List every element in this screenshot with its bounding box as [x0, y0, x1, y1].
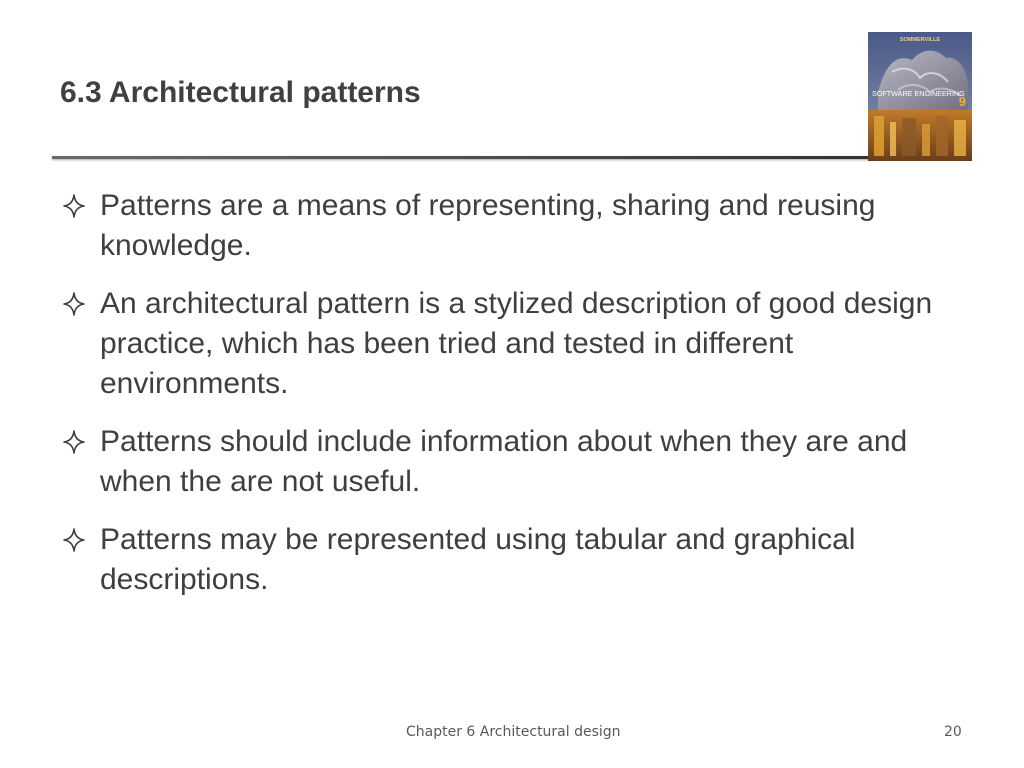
book-cover-image	[868, 32, 972, 161]
slide-title: 6.3 Architectural patterns	[60, 76, 421, 109]
bullet-item	[60, 186, 970, 266]
title-divider	[52, 156, 870, 159]
bullet-list	[60, 186, 970, 618]
cover-author: SOMMERVILLE	[899, 37, 941, 43]
footer-chapter: Chapter 6 Architectural design	[406, 724, 621, 740]
bullet-item	[60, 284, 970, 404]
four-point-star-outline-icon	[60, 186, 92, 226]
bullet-item	[60, 520, 970, 600]
page-number: 20	[944, 724, 962, 740]
four-point-star-outline-icon	[60, 520, 92, 560]
cover-edition: 9	[958, 94, 966, 109]
bullet-text: Patterns should include information about when they are and when the are not useful.	[100, 425, 908, 498]
four-point-star-outline-icon	[60, 422, 92, 462]
bullet-text: Patterns are a means of representing, sharing and reusing knowledge.	[100, 189, 876, 262]
bullet-item	[60, 422, 970, 502]
bullet-text: An architectural pattern is a stylized description of good design practice, which has been tried and tested in different environments.	[100, 287, 933, 400]
cover-title: SOFTWARE ENGINEERING	[872, 89, 965, 98]
four-point-star-outline-icon	[60, 284, 92, 324]
bullet-text: Patterns may be represented using tabular and graphical descriptions.	[100, 523, 856, 596]
book-cover-art	[868, 32, 972, 161]
